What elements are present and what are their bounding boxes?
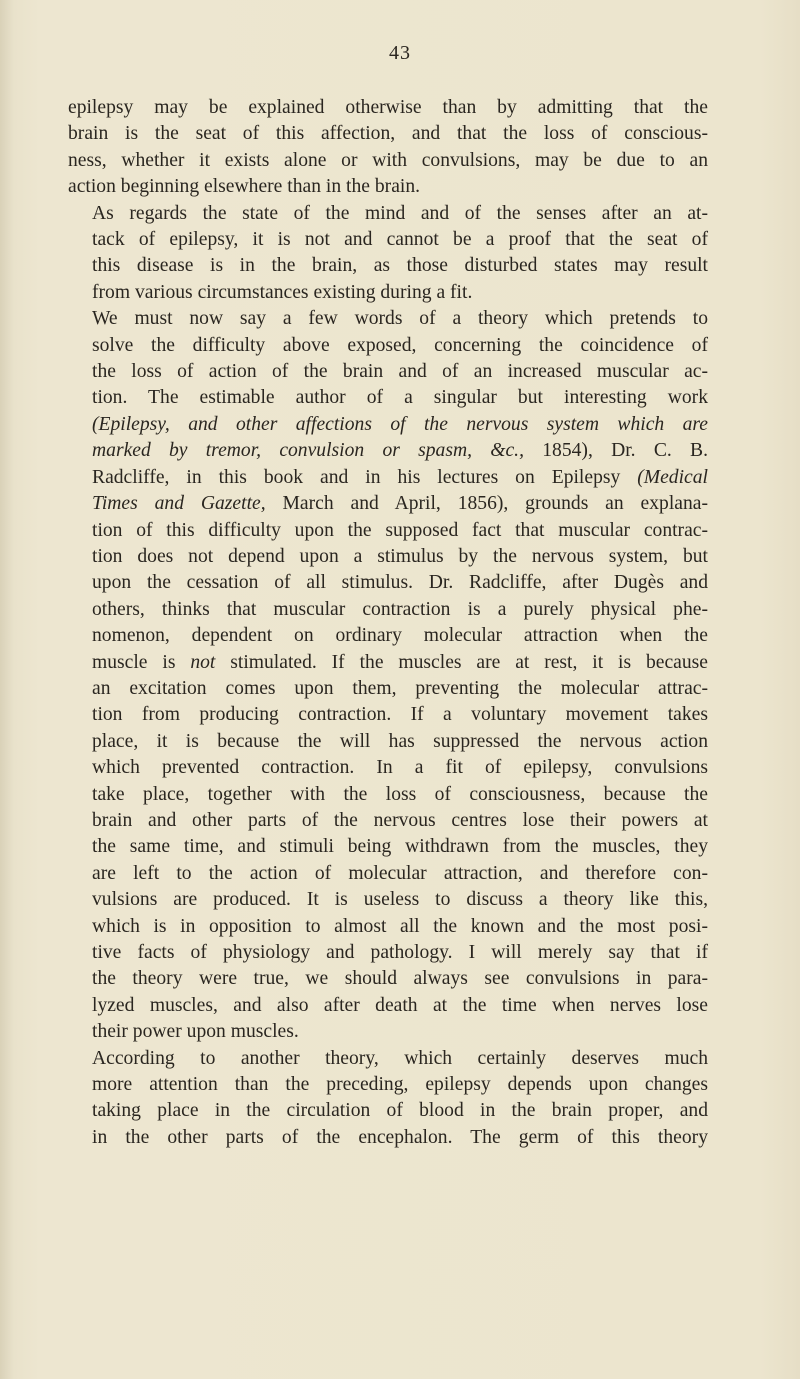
text-line: marked by tremor, convulsion or spasm, &c., 1854), Dr. C. B. (92, 440, 708, 462)
text-line: tion does not depend upon a stimulus by the nervous system, but (92, 545, 708, 567)
text-line: nomenon, dependent on ordinary molecular attraction when the (92, 625, 708, 647)
italic-title: (Epilepsy, and other affections of the nervous system which are (92, 413, 708, 435)
text-line: brain and other parts of the nervous centres lose their powers at (92, 809, 708, 831)
text-line: epilepsy may be explained otherwise than by admitting that the (68, 97, 708, 118)
paragraph-4 (68, 1046, 708, 1152)
paragraph-2 (68, 201, 708, 307)
text-line: which is in opposition to almost all the known and the most posi- (92, 915, 708, 937)
text-line: an excitation comes upon them, preventing the molecular attrac- (92, 677, 708, 699)
text-line: Radcliffe, in this book and in his lectures on Epilepsy (Medical (92, 466, 708, 488)
text-line: solve the difficulty above exposed, concerning the coincidence of (92, 334, 708, 356)
text-line: tion from producing contraction. If a voluntary movement takes (92, 704, 708, 726)
paragraph-1 (68, 95, 708, 201)
text-line: take place, together with the loss of consciousness, because the (92, 783, 708, 805)
text-line: brain is the seat of this affection, and that the loss of conscious- (68, 123, 708, 145)
text-line: tack of epilepsy, it is not and cannot be a proof that the seat of (92, 229, 708, 251)
body-text (68, 95, 708, 1151)
text-line: place, it is because the will has suppressed the nervous action (92, 730, 708, 752)
text-line: more attention than the preceding, epilepsy depends upon changes (92, 1074, 708, 1096)
text-line: muscle is not stimulated. If the muscles are at rest, it is because (92, 651, 708, 673)
italic-title: Times and Gazette, (92, 493, 266, 515)
page-number: 43 (389, 42, 411, 64)
text-line: from various circumstances existing during a fit. (92, 281, 473, 303)
text-line: action beginning elsewhere than in the brain. (68, 176, 421, 198)
text-line: As regards the state of the mind and of the senses after an at- (92, 202, 708, 224)
text-line: vulsions are produced. It is useless to discuss a theory like this, (92, 889, 708, 911)
text-line: We must now say a few words of a theory which pretends to (92, 308, 708, 330)
text-line: tive facts of physiology and pathology. I will merely say that if (92, 942, 708, 963)
text-line: taking place in the circulation of blood in the brain proper, and (92, 1100, 708, 1122)
text-line: According to another theory, which certainly deserves much (92, 1047, 708, 1069)
text-line: the same time, and stimuli being withdrawn from the muscles, they (92, 836, 708, 858)
text-line: upon the cessation of all stimulus. Dr. Radcliffe, after Dugès and (92, 572, 708, 594)
text-line: tion. The estimable author of a singular but interesting work (92, 387, 708, 409)
italic-title: marked by tremor, convulsion or spasm, &c., (92, 440, 524, 462)
paragraph-3 (68, 306, 708, 1045)
text-line: Times and Gazette, March and April, 1856), grounds an explana- (92, 493, 708, 515)
text-line: this disease is in the brain, as those disturbed states may result (92, 255, 708, 277)
text-line: their power upon muscles. (92, 1021, 299, 1043)
text-line: tion of this difficulty upon the supposed fact that muscular contrac- (92, 519, 708, 541)
text-line (68, 412, 708, 438)
text-line: ness, whether it exists alone or with convulsions, may be due to an (68, 149, 708, 171)
text-line: in the other parts of the encephalon. The germ of this theory (92, 1126, 708, 1148)
text-line: lyzed muscles, and also after death at the time when nerves lose (92, 994, 708, 1016)
text-line: the theory were true, we should always see convulsions in para- (92, 968, 708, 990)
text-line: which prevented contraction. In a fit of epilepsy, convulsions (92, 757, 708, 779)
text-line: others, thinks that muscular contraction is a purely physical phe- (92, 598, 708, 620)
italic-title: not (190, 651, 216, 673)
italic-title: (Medical (637, 466, 708, 488)
text-line: are left to the action of molecular attraction, and therefore con- (92, 862, 708, 884)
text-line: the loss of action of the brain and of an increased muscular ac- (92, 361, 708, 383)
